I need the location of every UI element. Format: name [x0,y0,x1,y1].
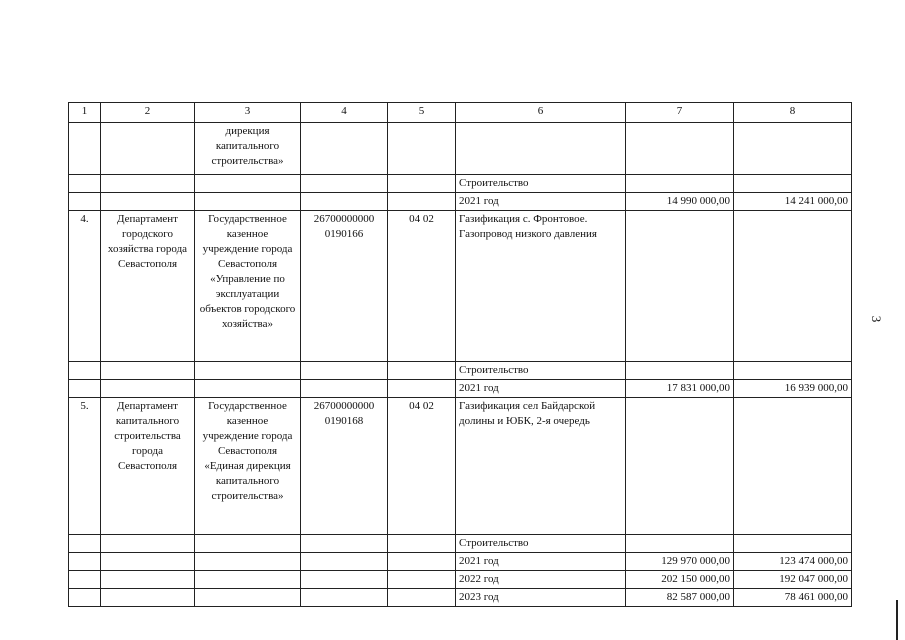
section-cell: 04 02 [388,398,456,535]
stage-cell: Строительство [456,535,626,553]
code-cell: 26700000000 0190168 [301,398,388,535]
amount-cell: 129 970 000,00 [626,553,734,571]
table-row [69,380,852,398]
stage-cell: Строительство [456,175,626,193]
year-cell: 2021 год [456,553,626,571]
table-row [69,589,852,607]
row-number: 4. [69,211,101,362]
institution-cell: Государственное казенное учреждение города Севастополя «Единая дирекция капитального строительства» [195,398,301,535]
table-row [69,553,852,571]
amount-cell: 202 150 000,00 [626,571,734,589]
stage-cell: Строительство [456,362,626,380]
amount-cell: 78 461 000,00 [734,589,852,607]
amount-cell: 123 474 000,00 [734,553,852,571]
header-cell: 4 [301,103,388,123]
year-cell: 2023 год [456,589,626,607]
table-row [69,193,852,211]
header-row [69,103,852,123]
table-row [69,362,852,380]
code-cell: 26700000000 0190166 [301,211,388,362]
table-row [69,123,852,175]
header-cell: 6 [456,103,626,123]
header-cell: 7 [626,103,734,123]
row-number: 5. [69,398,101,535]
institution-cell: дирекция капитального строительства» [195,123,301,175]
page-number: 3 [869,315,884,323]
amount-cell: 82 587 000,00 [626,589,734,607]
department-cell: Департамент городского хозяйства города Севастополя [101,211,195,362]
table-row [69,535,852,553]
table-row [69,398,852,535]
object-cell: Газификация сел Байдарской долины и ЮБК, 2-я очередь [456,398,626,535]
amount-cell: 16 939 000,00 [734,380,852,398]
table-row [69,211,852,362]
budget-table [68,102,852,607]
amount-cell: 14 241 000,00 [734,193,852,211]
amount-cell: 192 047 000,00 [734,571,852,589]
section-cell: 04 02 [388,211,456,362]
year-cell: 2022 год [456,571,626,589]
amount-cell: 17 831 000,00 [626,380,734,398]
header-cell: 1 [69,103,101,123]
scan-edge-mark [896,600,898,640]
department-cell: Департамент капитального строительства города Севастополя [101,398,195,535]
header-cell: 2 [101,103,195,123]
institution-cell: Государственное казенное учреждение города Севастополя «Управление по эксплуатации объектов городского хозяйства» [195,211,301,362]
amount-cell: 14 990 000,00 [626,193,734,211]
year-cell: 2021 год [456,380,626,398]
table-row [69,571,852,589]
header-cell: 3 [195,103,301,123]
header-cell: 5 [388,103,456,123]
year-cell: 2021 год [456,193,626,211]
table-row [69,175,852,193]
header-cell: 8 [734,103,852,123]
object-cell: Газификация с. Фронтовое. Газопровод низкого давления [456,211,626,362]
